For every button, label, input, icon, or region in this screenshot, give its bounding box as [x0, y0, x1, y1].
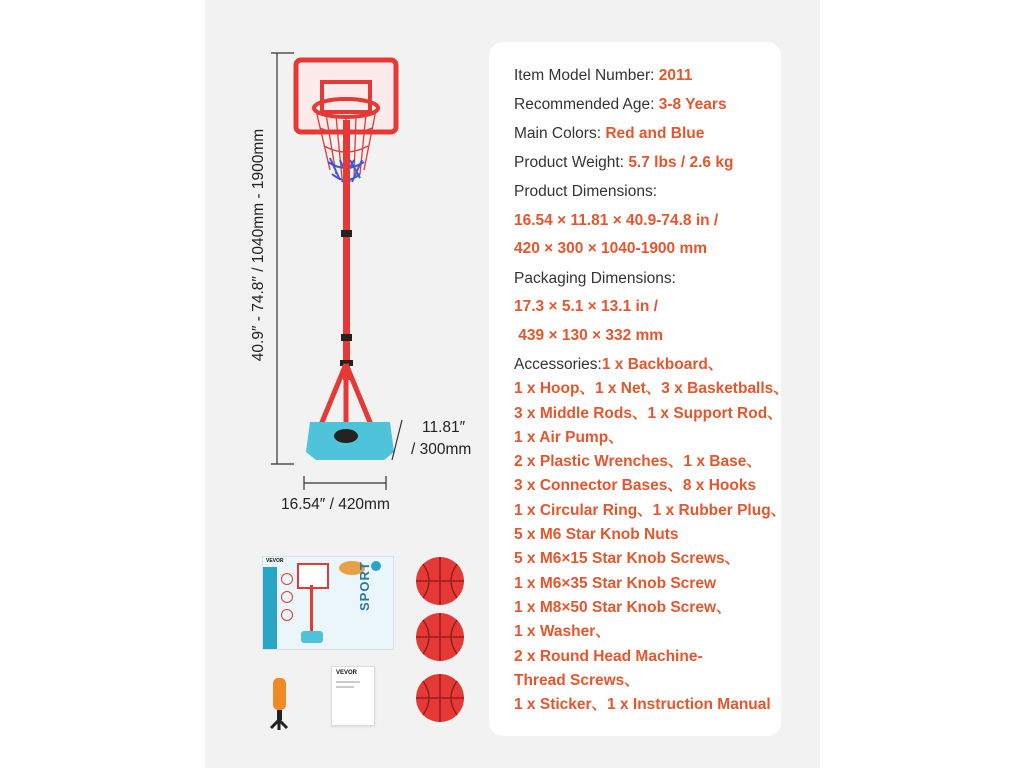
accessory-line: 3 x Middle Rods、1 x Support Rod、 [514, 404, 783, 422]
package-title: SPORT [357, 561, 372, 611]
spec-package-dim-line2: 439 × 130 × 332 mm [514, 327, 664, 344]
accessory-line: 1 x Air Pump、 [514, 428, 624, 446]
spec-colors [514, 122, 704, 146]
basketballs [405, 555, 475, 735]
spec-package-dim-line1: 17.3 × 5.1 × 13.1 in / [514, 298, 658, 315]
accessory-line: 2 x Plastic Wrenches、1 x Base、 [514, 453, 762, 471]
spec-model-label: Item Model Number: [514, 67, 659, 84]
package-brand: VEVOR [266, 558, 284, 564]
accessory-line: 2 x Round Head Machine- [514, 647, 703, 665]
accessories-label: Accessories: [514, 356, 602, 373]
spec-weight [514, 151, 733, 175]
accessory-line: 1 x Circular Ring、1 x Rubber Plug、 [514, 501, 787, 519]
air-pump-icon [265, 676, 295, 734]
spec-age-label: Recommended Age: [514, 96, 659, 113]
accessories-list [514, 353, 789, 717]
width-dimension-label: 16.54″ / 420mm [281, 496, 390, 513]
height-dimension-label: 40.9″ - 74.8″ / 1040mm - 1900mm [250, 128, 267, 362]
accessory-line: Accessories:1 x Backboard、 [514, 356, 724, 373]
accessory-line: 1 x Washer、 [514, 623, 611, 641]
accessory-line: 1 x Hoop、1 x Net、3 x Basketballs、 [514, 380, 789, 398]
accessory-line: 5 x M6 Star Knob Nuts [514, 526, 679, 544]
spec-age [514, 93, 727, 117]
spec-product-dim-line1: 16.54 × 11.81 × 40.9-74.8 in / [514, 212, 719, 229]
depth-dimension-line1: 11.81″ [422, 419, 466, 436]
manual-brand: VEVOR [336, 670, 358, 676]
spec-colors-value: Red and Blue [605, 125, 705, 142]
spec-age-value: 3-8 Years [658, 96, 727, 113]
accessory-line: 5 x M6×15 Star Knob Screws、 [514, 550, 741, 568]
depth-dimension-line2: / 300mm [411, 441, 472, 458]
package-box [262, 556, 394, 650]
spec-product-dim-label: Product Dimensions: [514, 183, 658, 200]
dimension-lines [260, 40, 420, 520]
instruction-manual [331, 666, 375, 726]
spec-product-dim-line2: 420 × 300 × 1040-1900 mm [514, 240, 708, 257]
spec-package-dim-label: Packaging Dimensions: [514, 270, 676, 287]
spec-model [514, 64, 692, 88]
spec-weight-label: Product Weight: [514, 154, 629, 171]
accessory-line: 1 x Sticker、1 x Instruction Manual [514, 696, 771, 714]
accessory-line: 3 x Connector Bases、8 x Hooks [514, 477, 757, 495]
accessory-line: 1 x M6×35 Star Knob Screw [514, 574, 717, 592]
accessory-line: 1 x M8×50 Star Knob Screw、 [514, 598, 732, 616]
spec-weight-value: 5.7 lbs / 2.6 kg [628, 154, 734, 171]
spec-colors-label: Main Colors: [514, 125, 606, 142]
spec-model-value: 2011 [658, 67, 693, 84]
accessory-line: Thread Screws、 [514, 671, 640, 689]
